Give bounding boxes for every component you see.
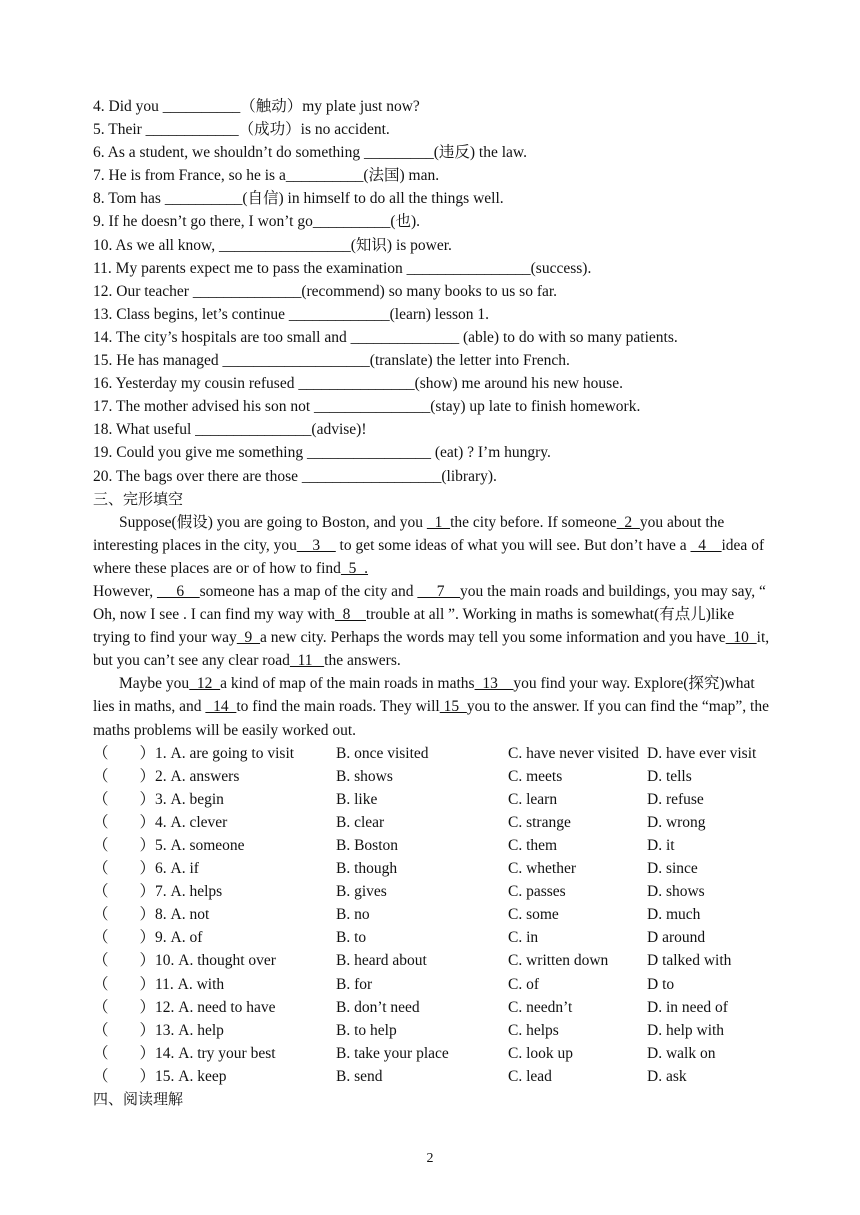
option-choice: B. to help xyxy=(336,1021,397,1039)
option-row xyxy=(93,996,773,1019)
cloze-blank: 9 xyxy=(236,629,261,647)
option-choice: C. written down xyxy=(508,952,609,970)
fill-in-item: 20. The bags over there are those __________________(library). xyxy=(93,467,497,485)
option-choice: D around xyxy=(647,929,706,947)
option-choice: C. of xyxy=(508,975,539,993)
option-row xyxy=(93,926,773,949)
option-row xyxy=(93,880,773,903)
option-choice: B. for xyxy=(336,975,373,993)
question-option-a: （ ）1. A. are going to visit xyxy=(93,744,295,762)
question-option-a: （ ）10. A. thought over xyxy=(93,952,276,970)
option-row xyxy=(93,857,773,880)
question-option-a: （ ）11. A. with xyxy=(93,975,225,993)
cloze-blank: 12 xyxy=(189,675,221,693)
fill-in-blank-list xyxy=(93,95,773,488)
option-row xyxy=(93,788,773,811)
fill-in-item: 14. The city’s hospitals are too small and ______________ (able) to do with so many patients. xyxy=(93,328,678,346)
fill-in-item: 17. The mother advised his son not _______________(stay) up late to finish homework. xyxy=(93,398,641,416)
cloze-blank: __6__ xyxy=(156,582,200,600)
option-choice: D. in need of xyxy=(647,998,728,1016)
option-choice: C. some xyxy=(508,906,559,924)
cloze-blank: 11 xyxy=(289,652,325,670)
option-choice: C. passes xyxy=(508,883,566,901)
option-choice: B. Boston xyxy=(336,837,399,854)
option-choice: D. refuse xyxy=(647,790,704,808)
option-choice: C. have never visited xyxy=(508,744,639,762)
fill-in-item: 15. He has managed ___________________(translate) the letter into French. xyxy=(93,352,570,370)
option-row xyxy=(93,903,773,926)
question-option-a: （ ）6. A. if xyxy=(93,860,199,878)
option-choice: B. send xyxy=(336,1067,383,1085)
fill-in-item: 4. Did you __________（触动）my plate just now? xyxy=(93,98,420,115)
option-choice: B. no xyxy=(336,906,370,924)
question-option-a: （ ）3. A. begin xyxy=(93,790,224,808)
fill-in-item: 9. If he doesn’t go there, I won’t go__________(也). xyxy=(93,213,421,231)
question-option-a: （ ）4. A. clever xyxy=(93,813,228,831)
cloze-blank: __7__ xyxy=(417,582,460,600)
cloze-blank: 1 xyxy=(426,513,451,531)
fill-in-item: 11. My parents expect me to pass the examination ________________(success). xyxy=(93,259,592,277)
option-choice: B. though xyxy=(336,860,398,878)
option-choice: D. shows xyxy=(647,883,705,901)
option-row xyxy=(93,834,773,857)
question-option-a: （ ）14. A. try your best xyxy=(93,1044,276,1062)
fill-in-item: 7. He is from France, so he is a__________(法国) man. xyxy=(93,167,440,185)
cloze-blank: 2 xyxy=(616,513,640,531)
option-choice: B. shows xyxy=(336,767,393,785)
option-choice: B. once visited xyxy=(336,744,429,762)
question-option-a: （ ）5. A. someone xyxy=(93,837,245,854)
option-choice: C. lead xyxy=(508,1067,552,1085)
option-choice: C. look up xyxy=(508,1044,574,1062)
option-choice: B. take your place xyxy=(336,1044,449,1062)
cloze-text: you to the answer. If you can find the “map”, the maths problems will be easily worked out. xyxy=(93,698,773,739)
option-choice: D. have ever visit xyxy=(647,744,757,762)
question-option-a: （ ）13. A. help xyxy=(93,1021,224,1039)
option-choice: B. heard about xyxy=(336,952,427,970)
cloze-text: a kind of map of the main roads in maths xyxy=(220,675,475,693)
cloze-text: to find the main roads. They will xyxy=(236,698,440,716)
cloze-blank: 8__ xyxy=(334,606,366,624)
option-choice: D. since xyxy=(647,860,698,878)
option-choice: B. clear xyxy=(336,813,385,831)
cloze-text: the city before. If someone xyxy=(450,513,617,531)
fill-in-item: 12. Our teacher ______________(recommend) so many books to us so far. xyxy=(93,282,558,300)
option-choice: C. meets xyxy=(508,767,563,785)
cloze-blank: 4__ xyxy=(690,536,722,554)
cloze-blank: 13__ xyxy=(474,675,514,693)
option-row xyxy=(93,1019,773,1042)
cloze-paragraph xyxy=(93,511,773,580)
cloze-text: the answers. xyxy=(324,652,401,670)
question-option-a: （ ）9. A. of xyxy=(93,929,203,947)
option-choice: D. ask xyxy=(647,1067,687,1085)
cloze-text: you find your way. Explore(探究)what lies in maths, and xyxy=(93,675,759,716)
option-row xyxy=(93,811,773,834)
option-choice: C. learn xyxy=(508,790,558,808)
cloze-text: it, but you can’t see any clear road xyxy=(93,629,774,670)
question-option-a: （ ）7. A. helps xyxy=(93,883,223,901)
option-choice: C. in xyxy=(508,929,539,947)
option-choice: D. tells xyxy=(647,767,692,785)
question-option-a: （ ）15. A. keep xyxy=(93,1067,227,1085)
option-choice: D. walk on xyxy=(647,1044,716,1062)
cloze-text: Suppose(假设) you are going to Boston, and you xyxy=(119,513,427,531)
fill-in-item: 6. As a student, we shouldn’t do something _________(违反) the law. xyxy=(93,144,527,162)
fill-in-item: 5. Their ____________（成功）is no accident. xyxy=(93,121,390,139)
option-row xyxy=(93,742,773,765)
cloze-text: Maybe you xyxy=(119,675,190,693)
question-option-a: （ ）2. A. answers xyxy=(93,767,240,785)
cloze-passage xyxy=(93,511,773,742)
cloze-text: a new city. Perhaps the words may tell you some information and you have xyxy=(260,629,726,647)
option-choice: C. them xyxy=(508,837,558,854)
option-choice: C. whether xyxy=(508,860,577,878)
option-choice: D talked with xyxy=(647,952,732,970)
option-choice: D. help with xyxy=(647,1021,725,1039)
fill-in-item: 8. Tom has __________(自信) in himself to do all the things well. xyxy=(93,190,504,208)
cloze-blank: 5 . xyxy=(340,559,369,577)
cloze-text: you the main roads and buildings, you may say, “ Oh, now I see . I can find my way with xyxy=(93,582,770,624)
option-row xyxy=(93,973,773,996)
option-choice: B. don’t need xyxy=(336,998,420,1016)
cloze-text: idea of where these places are or of how to find xyxy=(93,536,768,577)
cloze-blank: __3__ xyxy=(296,536,336,554)
fill-in-item: 16. Yesterday my cousin refused _______________(show) me around his new house. xyxy=(93,375,623,393)
cloze-paragraph xyxy=(93,580,773,672)
cloze-text: trouble at all ”. Working in maths is somewhat(有点儿)like trying to find your way xyxy=(93,606,739,647)
cloze-paragraph xyxy=(93,672,773,741)
options-table xyxy=(93,742,773,1088)
option-row xyxy=(93,765,773,788)
option-choice: D. much xyxy=(647,906,701,924)
option-choice: D. wrong xyxy=(647,813,706,831)
question-option-a: （ ）8. A. not xyxy=(93,906,210,924)
cloze-blank: 14 xyxy=(205,698,237,716)
fill-in-item: 13. Class begins, let’s continue _____________(learn) lesson 1. xyxy=(93,305,490,323)
option-row xyxy=(93,949,773,972)
option-choice: C. helps xyxy=(508,1021,559,1039)
cloze-text: someone has a map of the city and xyxy=(199,582,418,600)
option-choice: B. to xyxy=(336,929,367,947)
section-4-heading: 四、阅读理解 xyxy=(93,1090,184,1109)
option-row xyxy=(93,1065,773,1088)
cloze-blank: 10 xyxy=(725,629,757,647)
option-row xyxy=(93,1042,773,1065)
cloze-blank: 15 xyxy=(439,698,467,716)
section-3-heading: 三、完形填空 xyxy=(93,489,184,508)
cloze-text: However, xyxy=(93,582,157,600)
fill-in-item: 19. Could you give me something ________________ (eat) ? I’m hungry. xyxy=(93,444,551,462)
option-choice: B. like xyxy=(336,790,378,808)
page-number: 2 xyxy=(426,1151,434,1166)
cloze-text: you about the interesting places in the city, you xyxy=(93,513,729,554)
fill-in-item: 18. What useful _______________(advise)! xyxy=(93,421,367,439)
fill-in-item: 10. As we all know, _________________(知识) is power. xyxy=(93,236,452,254)
option-choice: D to xyxy=(647,975,675,993)
option-choice: B. gives xyxy=(336,883,387,901)
question-option-a: （ ）12. A. need to have xyxy=(93,998,276,1016)
cloze-text: to get some ideas of what you will see. But don’t have a xyxy=(335,536,691,554)
option-choice: D. it xyxy=(647,837,675,854)
document-page xyxy=(93,95,773,1111)
option-choice: C. needn’t xyxy=(508,998,573,1016)
option-choice: C. strange xyxy=(508,813,571,831)
